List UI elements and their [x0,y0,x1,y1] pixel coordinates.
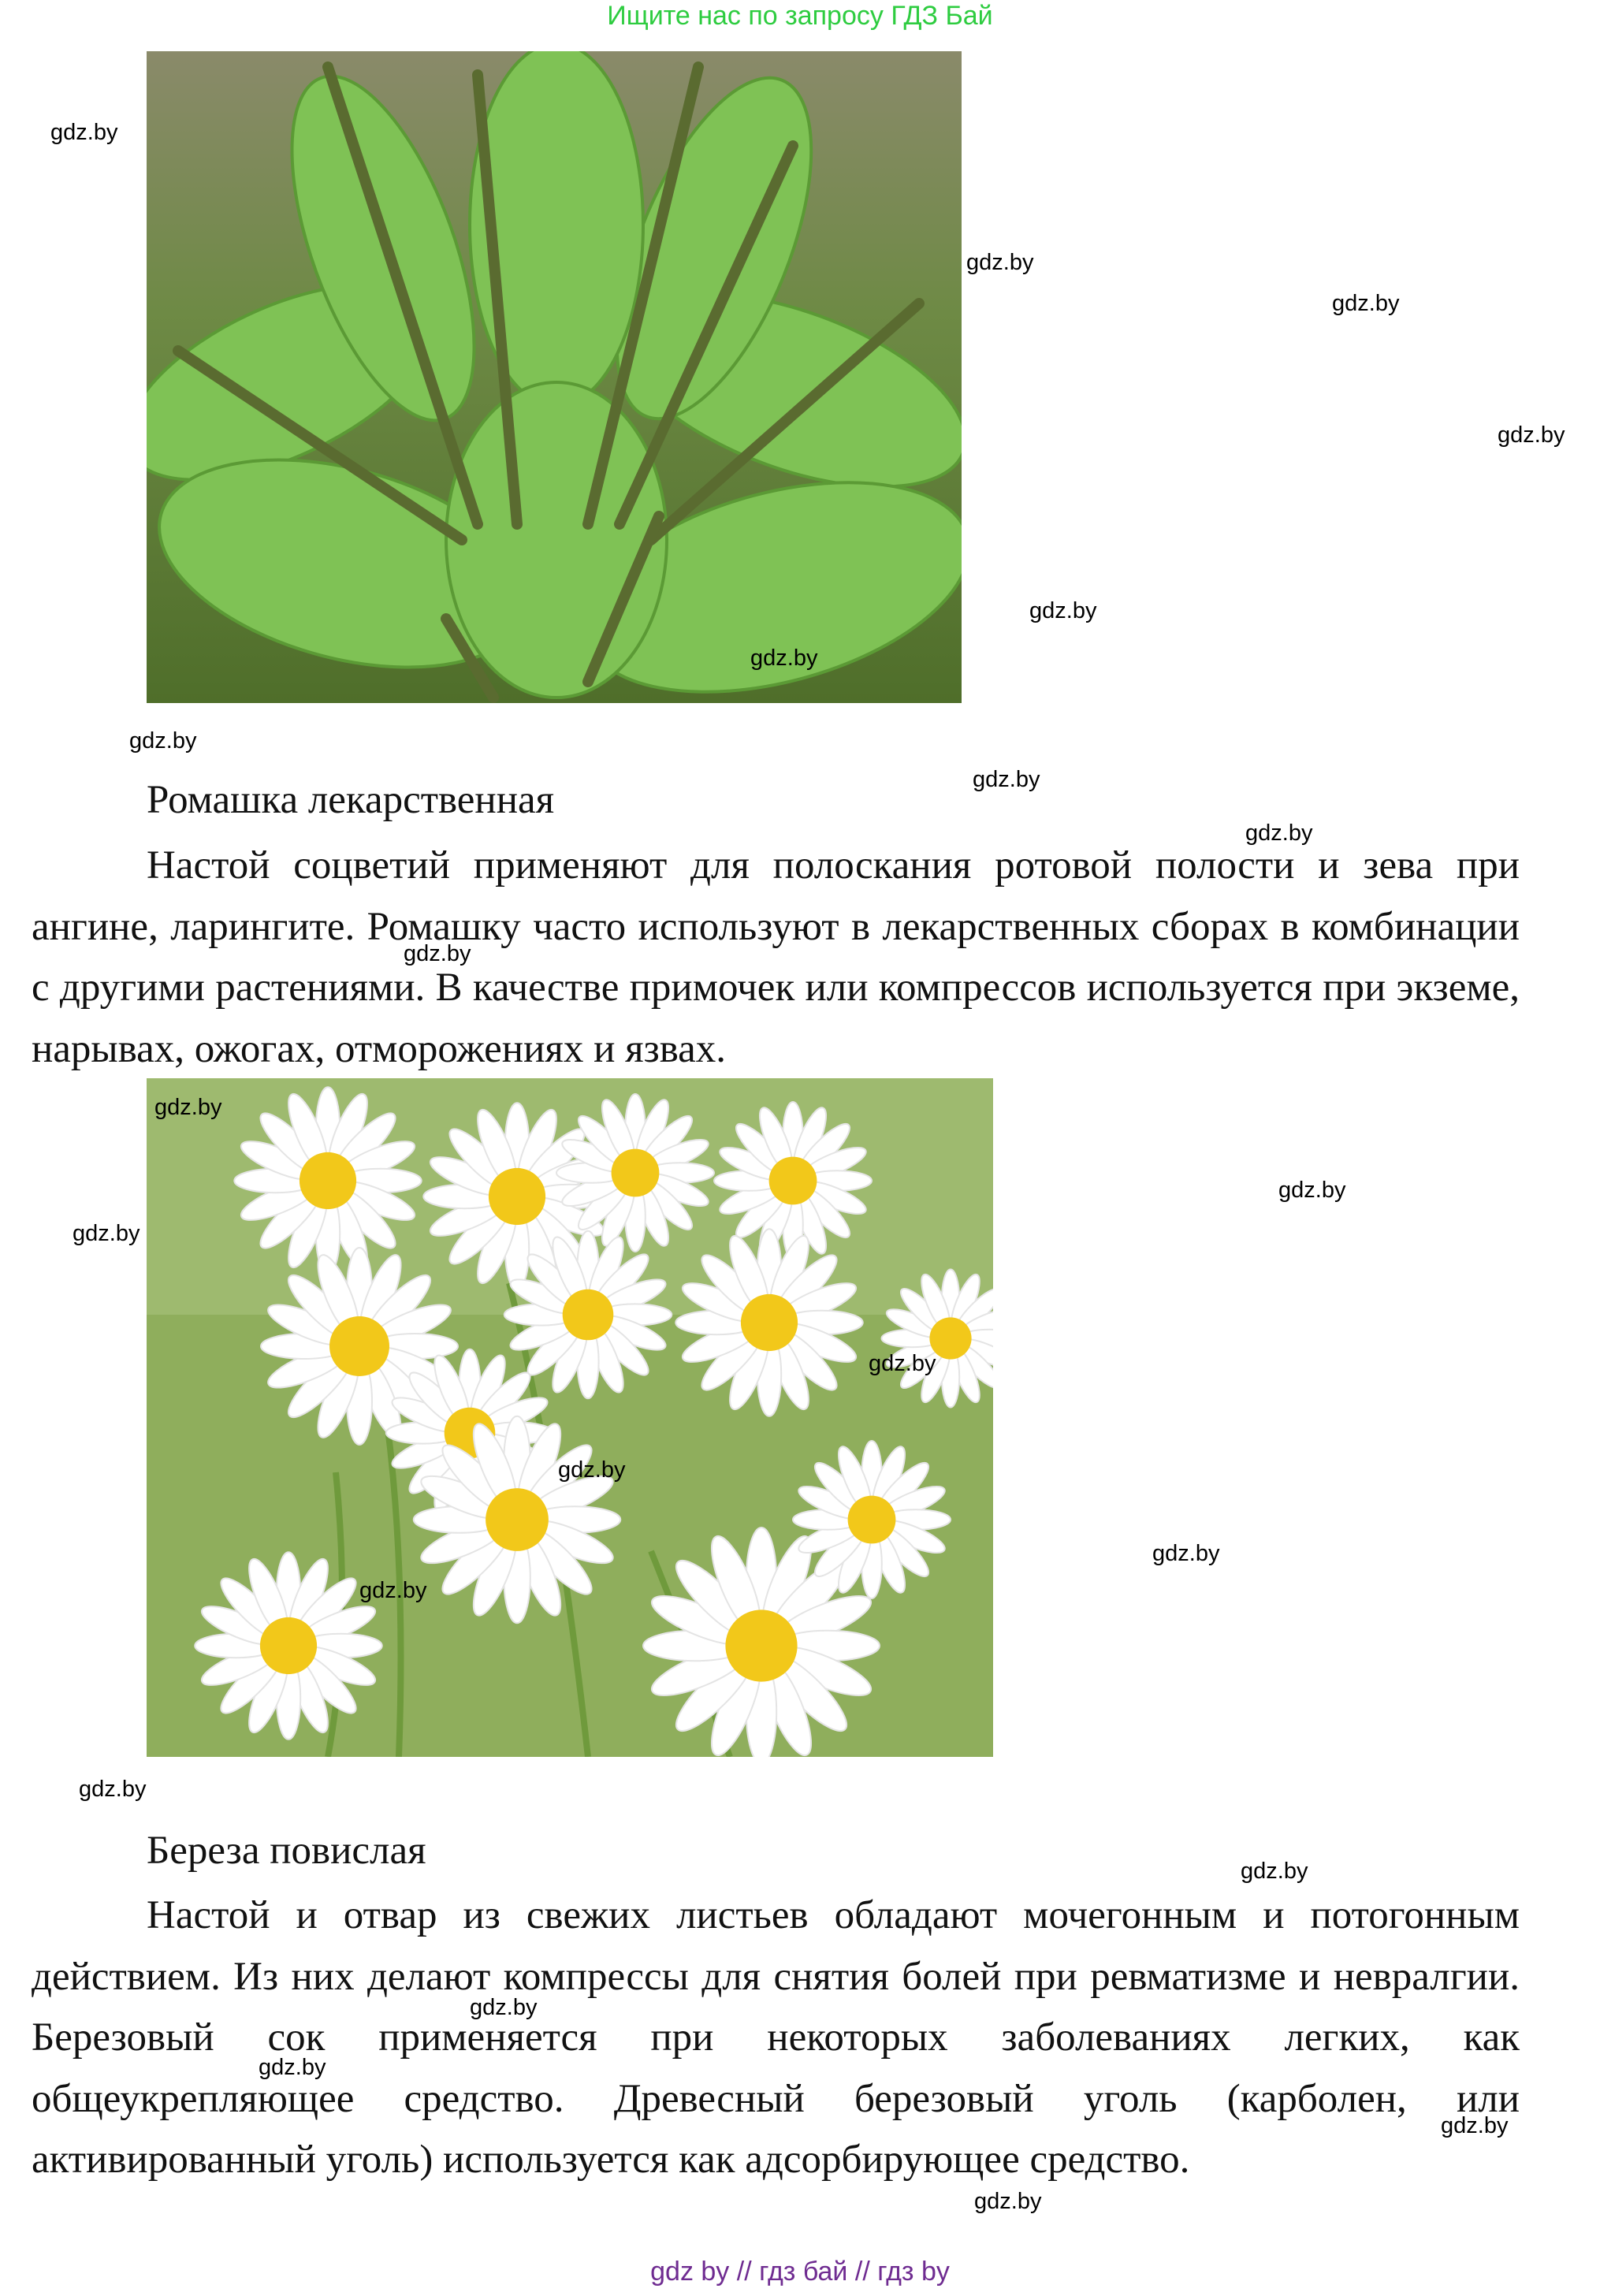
watermark: gdz.by [1241,1859,1308,1884]
watermark: gdz.by [73,1221,140,1246]
chamomile-flower [414,1416,621,1624]
watermark: gdz.by [966,250,1034,275]
top-banner: Ищите нас по запросу ГДЗ Бай [607,1,993,31]
watermark: gdz.by [1029,598,1097,623]
watermark: gdz.by [129,728,197,754]
section-text-chamomile: Настой соцветий применяют для полоскания ротовой полости и зева при ангине, ларингите. Ромашку часто используют в лекарственных сборах в комбинации с другими растениями. В качестве примочек или компрессов используется при экземе, нарывах, ожогах, отморожениях и язвах. [32,843,1520,1071]
section-title-chamomile: Ромашка лекарственная [147,778,555,822]
watermark: gdz.by [974,2189,1042,2214]
chamomile-flower [675,1229,863,1416]
plantain-photo [147,51,962,703]
chamomile-flower [195,1552,382,1740]
watermark: gdz.by [50,120,118,145]
chamomile-flower [793,1441,951,1598]
watermark: gdz.by [1152,1541,1220,1566]
footer-links: gdz by // гдз бай // гдз by [650,2257,950,2287]
watermark: gdz.by [1245,821,1313,846]
watermark: gdz.by [259,2055,326,2080]
watermark: gdz.by [869,1351,936,1376]
watermark: gdz.by [1278,1178,1346,1203]
chamomile-photo [147,1078,993,1757]
watermark: gdz.by [558,1457,626,1483]
watermark: gdz.by [470,1995,538,2020]
watermark: gdz.by [404,941,471,966]
watermark: gdz.by [1498,422,1565,448]
watermark: gdz.by [154,1095,222,1120]
watermark: gdz.by [79,1777,147,1802]
section-title-birch: Береза повислая [147,1829,426,1873]
watermark: gdz.by [973,767,1040,792]
watermark: gdz.by [1441,2113,1509,2138]
section-text-birch: Настой и отвар из свежих листьев обладают мочегонным и потогонным действием. Из них делают компрессы для снятия болей при ревматизме и невралгии. Березовый сок применяется при некоторых заболеваниях легких, как общеукрепляющее средство. Древесный березовый уголь (карболен, или активированный уголь) используется как адсорбирующее средство. [32,1893,1520,2182]
chamomile-flower [234,1087,422,1275]
watermark: gdz.by [1332,291,1400,316]
chamomile-flower [556,1094,714,1252]
watermark: gdz.by [750,646,818,671]
watermark: gdz.by [359,1578,427,1603]
